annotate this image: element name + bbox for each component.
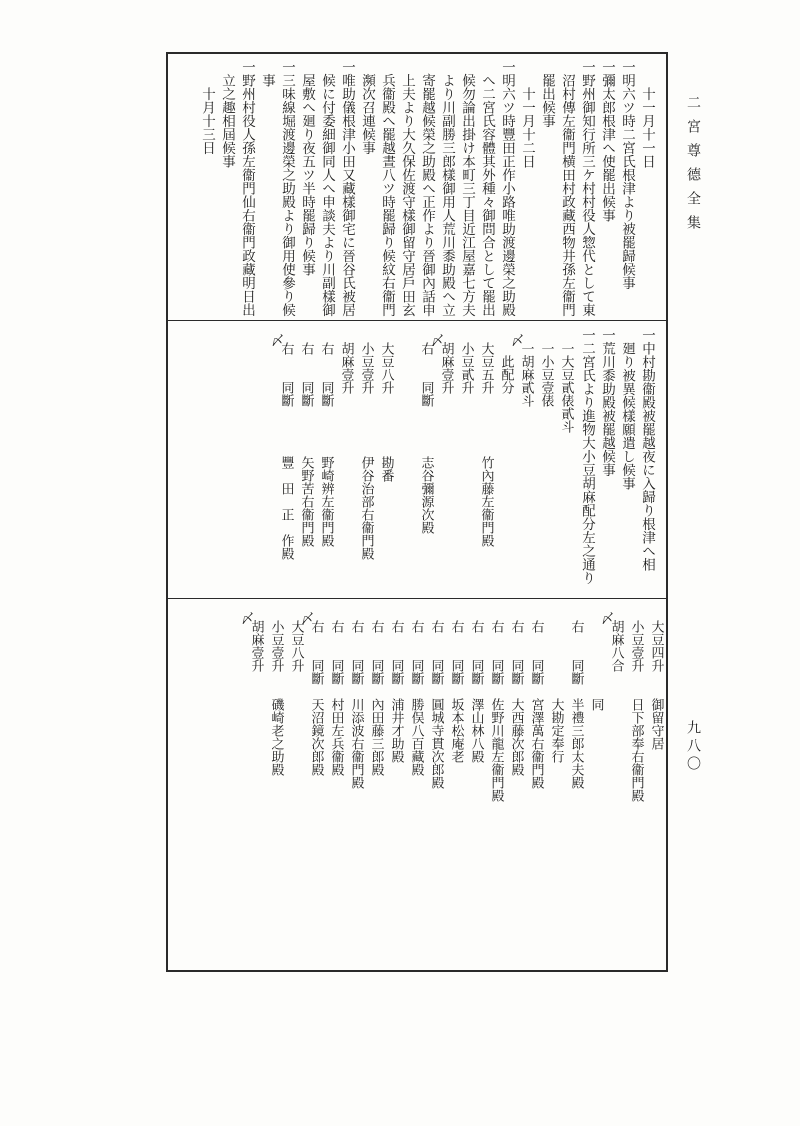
gift-item: 右 同斷	[348, 620, 364, 685]
gift-entry	[356, 328, 376, 593]
frame-right-rule	[666, 52, 668, 972]
gift-item: 右 同斷	[428, 620, 444, 685]
gift-entry	[486, 606, 506, 966]
upper-line: 上夫より大久保佐渡守樣御留守居戶田玄	[399, 60, 415, 317]
middle-head-line: 廻り被異候樣願遣し候事	[619, 328, 635, 490]
close-mark: 〆	[300, 612, 314, 627]
middle-section	[270, 328, 576, 593]
upper-line: 立之趣相屆候事	[219, 60, 235, 168]
gift-entry	[300, 606, 326, 966]
middle-head-line: 一中村勘衞殿被罷越夜に入歸り根津へ相	[639, 328, 655, 571]
upper-line: へ二宮氏容體其外種々御問合として罷出	[479, 60, 495, 317]
gift-entry	[416, 328, 436, 593]
middle-head-line: 一二宮氏より進物大小豆胡麻配分左之通り	[579, 328, 595, 585]
recipient-name: 勘番	[378, 456, 394, 482]
gift-item: 右 同斷	[368, 620, 384, 685]
gift-item: 小豆貳升	[458, 342, 474, 394]
gift-entry	[396, 328, 416, 593]
gift-item: 右 同斷	[568, 620, 584, 685]
gift-entry	[456, 328, 476, 593]
gift-item: 右 同斷	[278, 342, 294, 407]
upper-line: より川副勝三郎樣御用人荒川黍助殿へ立	[439, 60, 455, 317]
lower-section	[240, 606, 666, 966]
gift-entry	[366, 606, 386, 966]
gift-entry	[496, 328, 516, 593]
gift-item: 右 同斷	[298, 342, 314, 407]
recipient-name: 川添波右衞門殿	[348, 698, 364, 789]
recipient-name: 野崎辨左衞門殿	[318, 456, 334, 547]
gift-item: 大豆四升	[648, 620, 664, 672]
gift-item: 右 同斷	[418, 342, 434, 407]
recipient-name: 日下部奉右衞門殿	[628, 698, 644, 802]
upper-line: 候に付委細御同人へ申談夫より川副樣御	[319, 60, 335, 317]
recipient-name: 大西藤次郎殿	[508, 698, 524, 776]
upper-line: 瀕次召連候事	[359, 60, 375, 155]
close-mark: 〆	[240, 612, 254, 627]
gift-entry	[386, 606, 406, 966]
gift-entry	[406, 606, 426, 966]
upper-line: 一明六ツ時豐田正作小路唯助渡邊榮之助殿	[499, 60, 515, 317]
gift-entry	[286, 606, 306, 966]
gift-item: 右 同斷	[448, 620, 464, 685]
gift-entry	[646, 606, 666, 966]
gift-entry	[476, 328, 496, 593]
recipient-name: 勝俣八百藏殿	[408, 698, 424, 776]
gift-entry	[506, 606, 526, 966]
upper-line: 一野州村役人孫左衞門仙右衞門政藏明日出	[239, 60, 255, 317]
frame-left-rule	[166, 52, 168, 972]
upper-line: 十一月十二日	[519, 60, 535, 168]
running-head: 二宮尊德全集	[685, 95, 701, 239]
middle-head-line: 一荒川黍助殿被罷越候事	[599, 328, 615, 477]
upper-line: 十一月十一日	[639, 60, 655, 168]
gift-item: 胡麻壹升	[438, 342, 454, 394]
gift-entry	[346, 606, 366, 966]
gift-entry	[526, 606, 546, 966]
gift-item: 右 同斷	[388, 620, 404, 685]
gift-item: 右 同斷	[488, 620, 504, 685]
gift-item: 一小豆壹俵	[538, 342, 554, 407]
recipient-name: 御留守居	[648, 698, 664, 750]
gift-entry	[510, 328, 536, 593]
gift-item: 一胡麻貳斗	[518, 342, 534, 407]
middle-section-head	[576, 328, 656, 593]
gift-entry	[600, 606, 626, 966]
gift-item: 右 同斷	[308, 620, 324, 685]
gift-item: 右 同斷	[528, 620, 544, 685]
gift-entry	[240, 606, 266, 966]
gift-entry	[326, 606, 346, 966]
gift-item: 此配分	[498, 342, 514, 394]
recipient-name: 半禮三郎太夫殿	[568, 698, 584, 789]
upper-line: 十月十三日	[199, 60, 215, 155]
gift-item: 大豆八升	[378, 342, 394, 394]
upper-line: 候勿論出掛け本町三丁目近江屋嘉七方夫	[459, 60, 475, 317]
gift-item: 右 同斷	[408, 620, 424, 685]
upper-line: 事	[259, 60, 275, 87]
recipient-name: 同	[588, 698, 604, 711]
upper-line: 一三味線堀渡邊榮之助殿より御用使參り候	[279, 60, 295, 317]
frame-bottom-rule	[166, 970, 668, 972]
gift-item: 右 同斷	[328, 620, 344, 685]
upper-line: 罷出候事	[539, 60, 555, 128]
gift-entry	[266, 606, 286, 966]
upper-line: 一彌太郎根津へ使罷出候事	[599, 60, 615, 222]
recipient-name: 大勘定奉行	[548, 698, 564, 763]
gift-item: 大豆五升	[478, 342, 494, 394]
gift-item: 大豆八升	[288, 620, 304, 672]
gift-entry	[376, 328, 396, 593]
gift-item: 胡麻壹升	[248, 620, 264, 672]
upper-section	[196, 60, 656, 315]
recipient-name: 浦井才助殿	[388, 698, 404, 763]
recipient-name: 磯崎老之助殿	[268, 698, 284, 776]
gift-entry	[270, 328, 296, 593]
gift-entry	[546, 606, 566, 966]
recipient-name: 宮澤萬右衞門殿	[528, 698, 544, 789]
upper-line: 一明六ツ時二宮氏根津より被罷歸候事	[619, 60, 635, 290]
gift-item: 胡麻八合	[608, 620, 624, 672]
close-mark: 〆	[270, 334, 284, 349]
recipient-name: 矢野苦右衞門殿	[298, 456, 314, 547]
gift-entry	[296, 328, 316, 593]
gift-entry	[446, 606, 466, 966]
recipient-name: 志谷彌源次殿	[418, 456, 434, 534]
gift-item: 右 同斷	[468, 620, 484, 685]
gift-entry	[626, 606, 646, 966]
divider-lower	[168, 598, 666, 599]
recipient-name: 佐野川龍左衞門殿	[488, 698, 504, 802]
recipient-name: 天沼鏡次郎殿	[308, 698, 324, 776]
gift-item: 小豆壹升	[268, 620, 284, 672]
recipient-name: 豐 田 正 作殿	[278, 456, 294, 560]
recipient-name: 竹內藤左衞門殿	[478, 456, 494, 547]
gift-item: 小豆壹升	[628, 620, 644, 672]
upper-line: 寄罷越候榮之助殿へ正作より晉御內話申	[419, 60, 435, 317]
upper-line: 兵衞殿へ罷越晝八ツ時罷歸り候紋右衞門	[379, 60, 395, 317]
gift-entry	[536, 328, 556, 593]
gift-entry	[336, 328, 356, 593]
upper-line: 一唯助儀根津小田又藏樣御宅に晉谷氏被居	[339, 60, 355, 317]
gift-entry	[556, 328, 576, 593]
divider-upper	[168, 320, 666, 321]
upper-line: 沼村傳左衞門横田村政藏西物井孫左衞門	[559, 60, 575, 317]
recipient-name: 村田左兵衞殿	[328, 698, 344, 776]
frame-top-rule	[166, 52, 668, 54]
close-mark: 〆	[430, 334, 444, 349]
gift-item: 右 同斷	[508, 620, 524, 685]
gift-entry	[466, 606, 486, 966]
upper-line: 屋敷へ廻り夜五ツ半時罷歸り候事	[299, 60, 315, 276]
recipient-name: 圓城寺貫次郎殿	[428, 698, 444, 789]
gift-entry	[426, 606, 446, 966]
gift-item: 一大豆貳俵貳斗	[558, 342, 574, 433]
page-number: 九八〇	[685, 720, 701, 774]
gift-entry	[586, 606, 606, 966]
upper-line: 一野州御知行所三ケ村村役人惣代として東	[579, 60, 595, 317]
gift-entry	[430, 328, 456, 593]
recipient-name: 內田藤三郎殿	[368, 698, 384, 776]
gift-item: 胡麻壹升	[338, 342, 354, 394]
close-mark: 〆	[600, 612, 614, 627]
recipient-name: 坂本松庵老	[448, 698, 464, 763]
close-mark: 〆	[510, 334, 524, 349]
recipient-name: 伊谷治部右衞門殿	[358, 456, 374, 560]
gift-item: 小豆壹升	[358, 342, 374, 394]
gift-item: 右 同斷	[318, 342, 334, 407]
recipient-name: 澤山林八殿	[468, 698, 484, 763]
gift-entry	[566, 606, 586, 966]
gift-entry	[316, 328, 336, 593]
